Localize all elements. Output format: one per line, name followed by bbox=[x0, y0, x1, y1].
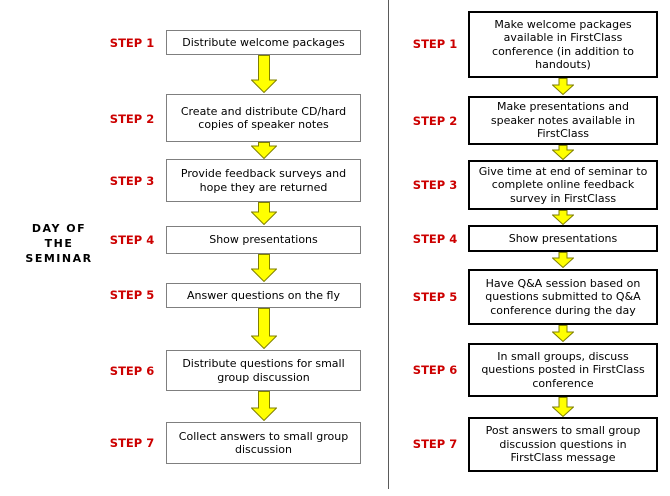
step-3-label-right: STEP 3 bbox=[412, 178, 458, 192]
day-of-seminar-label bbox=[12, 221, 106, 266]
step-3-label-left: STEP 3 bbox=[109, 174, 155, 188]
down-arrow-icon bbox=[251, 391, 277, 421]
step-7-text-right: Post answers to small group discussion questions in FirstClass message bbox=[485, 424, 641, 465]
step-2-box-left bbox=[166, 94, 361, 142]
column-divider bbox=[388, 0, 389, 489]
step-6-box-left bbox=[166, 350, 361, 391]
step-2-box-right bbox=[468, 96, 658, 145]
step-3-box-left bbox=[166, 159, 361, 202]
down-arrow-icon bbox=[251, 202, 277, 225]
step-4-label-right: STEP 4 bbox=[412, 232, 458, 246]
step-1-label-left: STEP 1 bbox=[109, 36, 155, 50]
step-2-label-right: STEP 2 bbox=[412, 114, 458, 128]
down-arrow-icon bbox=[552, 210, 574, 225]
step-3-text-left: Provide feedback surveys and hope they are returned bbox=[180, 167, 347, 194]
down-arrow-icon bbox=[552, 325, 574, 342]
step-2-label-left: STEP 2 bbox=[109, 112, 155, 126]
step-6-text-left: Distribute questions for small group discussion bbox=[182, 357, 345, 384]
step-5-label-right: STEP 5 bbox=[412, 290, 458, 304]
step-5-text-left: Answer questions on the fly bbox=[187, 288, 340, 302]
step-4-text-left: Show presentations bbox=[209, 233, 318, 247]
step-1-label-right: STEP 1 bbox=[412, 37, 458, 51]
step-3-text-right: Give time at end of seminar to complete online feedback survey in FirstClass bbox=[478, 164, 648, 205]
down-arrow-icon bbox=[251, 254, 277, 282]
step-5-label-left: STEP 5 bbox=[109, 288, 155, 302]
step-5-box-right bbox=[468, 269, 658, 325]
step-4-label-left: STEP 4 bbox=[109, 233, 155, 247]
step-7-box-left bbox=[166, 422, 361, 464]
down-arrow-icon bbox=[251, 308, 277, 349]
step-6-label-right: STEP 6 bbox=[412, 363, 458, 377]
step-1-text-right: Make welcome packages available in FirstClass conference (in addition to handouts) bbox=[492, 17, 634, 71]
step-2-text-right: Make presentations and speaker notes available in FirstClass bbox=[490, 100, 636, 141]
down-arrow-icon bbox=[552, 145, 574, 160]
down-arrow-icon bbox=[251, 142, 277, 159]
down-arrow-icon bbox=[251, 55, 277, 93]
step-6-text-right: In small groups, discuss questions posted in FirstClass conference bbox=[481, 349, 645, 390]
step-4-box-right bbox=[468, 225, 658, 252]
step-4-box-left bbox=[166, 226, 361, 254]
step-1-box-right bbox=[468, 11, 658, 78]
down-arrow-icon bbox=[552, 397, 574, 417]
side-label-line: SEMINAR bbox=[25, 252, 93, 265]
step-1-box-left bbox=[166, 30, 361, 55]
step-4-text-right: Show presentations bbox=[508, 231, 618, 245]
step-6-label-left: STEP 6 bbox=[109, 364, 155, 378]
down-arrow-icon bbox=[552, 78, 574, 95]
step-7-label-right: STEP 7 bbox=[412, 437, 458, 451]
step-3-box-right bbox=[468, 160, 658, 210]
down-arrow-icon bbox=[552, 252, 574, 268]
step-6-box-right bbox=[468, 343, 658, 397]
step-7-text-left: Collect answers to small group discussion bbox=[178, 429, 349, 456]
step-5-text-right: Have Q&A session based on questions submitted to Q&A conference during the day bbox=[485, 276, 641, 317]
side-label-line: DAY OF bbox=[31, 222, 87, 235]
side-label-line: THE bbox=[44, 237, 74, 250]
step-7-box-right bbox=[468, 417, 658, 472]
step-1-text-left: Distribute welcome packages bbox=[182, 35, 345, 49]
step-7-label-left: STEP 7 bbox=[109, 436, 155, 450]
step-5-box-left bbox=[166, 283, 361, 308]
step-2-text-left: Create and distribute CD/hard copies of speaker notes bbox=[180, 104, 347, 131]
